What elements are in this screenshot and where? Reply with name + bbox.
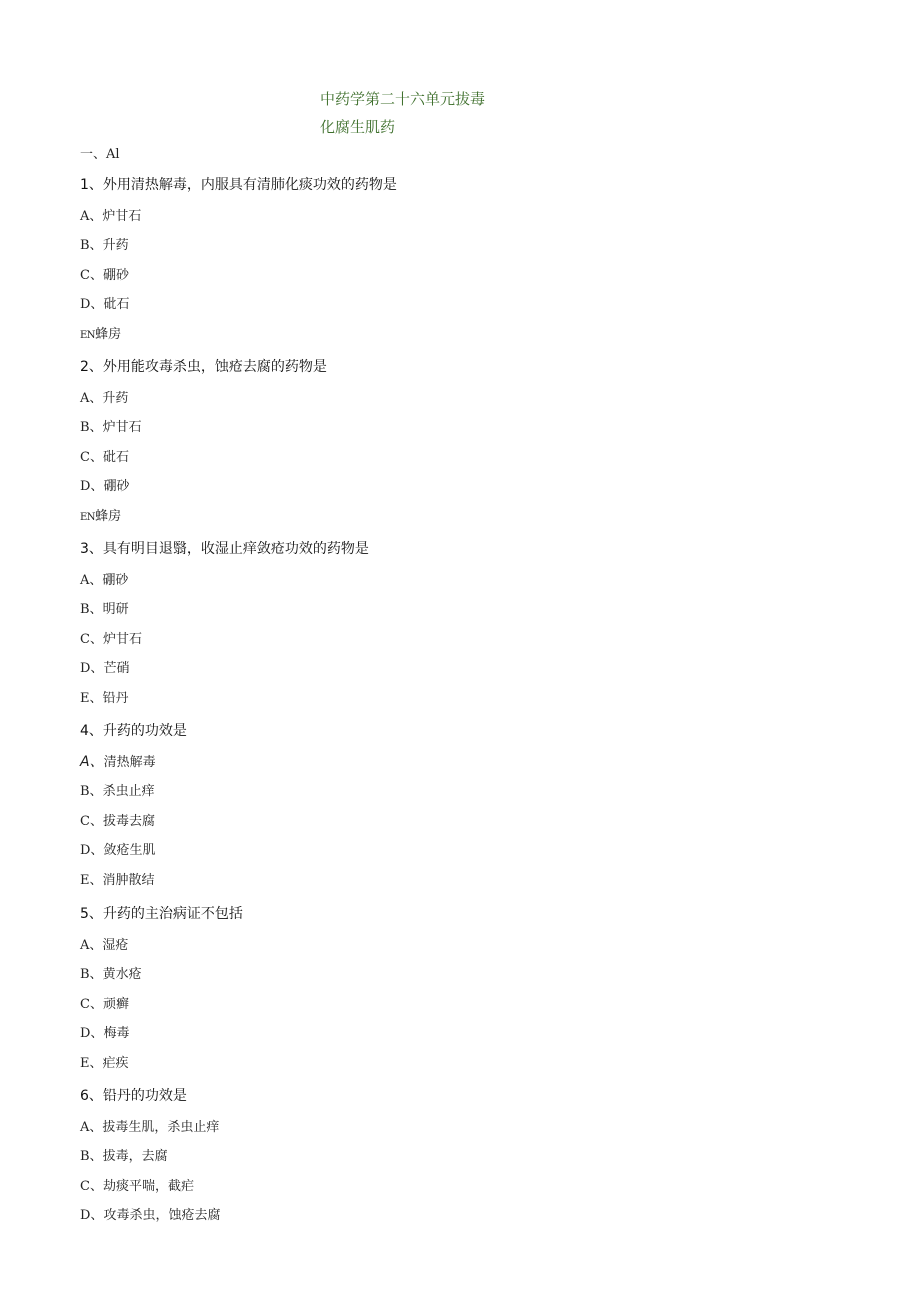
answer-option	[80, 777, 840, 806]
answer-option	[80, 1113, 840, 1142]
option-text: 炉甘石	[102, 631, 142, 647]
option-text: 升药	[102, 238, 129, 254]
option-text: 炉甘石	[102, 420, 142, 436]
option-letter: B、	[80, 1149, 103, 1165]
answer-option	[80, 1172, 840, 1201]
option-letter: A、	[80, 391, 103, 406]
question-block	[80, 356, 840, 531]
option-text: 敛疮生肌	[103, 843, 156, 859]
answer-option	[80, 836, 840, 865]
option-text: 芒硝	[103, 661, 130, 677]
option-text: 杀虫止痒	[102, 784, 155, 800]
option-letter: C、	[80, 449, 103, 465]
answer-option	[80, 748, 840, 777]
answer-option	[80, 472, 840, 501]
question-block	[80, 174, 840, 349]
answer-option	[80, 595, 840, 624]
option-text: 蜂房	[95, 508, 122, 524]
question-block	[80, 1085, 840, 1231]
option-letter: B、	[80, 602, 103, 618]
option-text: 蜂房	[95, 326, 122, 342]
option-text: 劫痰平喘，截疟	[102, 1178, 194, 1194]
question-text: 1、外用清热解毒，内服具有清肺化痰功效的药物是	[80, 177, 397, 193]
option-text: 铅丹	[102, 690, 129, 706]
option-letter: E、	[80, 1055, 103, 1071]
question-block	[80, 720, 840, 895]
option-letter: A、	[80, 573, 103, 588]
answer-option	[80, 1019, 840, 1048]
option-text: 顽癣	[102, 996, 129, 1012]
question-block	[80, 538, 840, 713]
option-letter: C、	[80, 996, 103, 1012]
option-letter: D、	[80, 661, 104, 677]
option-text: 梅毒	[103, 1026, 130, 1042]
option-text: 消肿散结	[102, 872, 155, 888]
option-letter: A、	[80, 209, 103, 224]
option-text: 硼砂	[102, 267, 129, 283]
answer-option	[80, 443, 840, 472]
answer-option	[80, 384, 840, 413]
section-heading: 一、Al	[80, 147, 120, 162]
option-text: 炉甘石	[102, 209, 142, 224]
option-letter: C、	[80, 813, 103, 829]
answer-option	[80, 684, 840, 713]
option-letter: E、	[80, 872, 103, 888]
option-letter: D、	[80, 1026, 104, 1042]
option-text: 硼砂	[103, 479, 130, 495]
option-text: 升药	[102, 391, 129, 406]
option-text: 拔毒去腐	[102, 813, 155, 829]
question-block	[80, 903, 840, 1078]
question-text: 3、具有明目退翳，收湿止痒敛疮功效的药物是	[80, 541, 369, 557]
option-letter: A、	[80, 938, 103, 953]
page-subtitle: 化腐生肌药	[320, 118, 396, 136]
question-text: 4、升药的功效是	[80, 723, 187, 739]
option-letter: C、	[80, 1178, 103, 1194]
answer-option	[80, 654, 840, 683]
answer-option	[80, 1142, 840, 1171]
page-title: 中药学第二十六单元拔毒	[320, 90, 486, 108]
answer-option	[80, 290, 840, 319]
question-text: 5、升药的主治病证不包括	[80, 906, 243, 922]
option-text: 砒石	[103, 297, 130, 313]
answer-option	[80, 261, 840, 290]
option-letter: C、	[80, 631, 103, 647]
answer-option	[80, 1049, 840, 1078]
answer-option	[80, 202, 840, 231]
option-text: 疟疾	[102, 1055, 129, 1071]
answer-option	[80, 960, 840, 989]
option-text: 清热解毒	[103, 755, 156, 770]
option-letter: D、	[80, 1208, 104, 1224]
option-letter: A、	[80, 754, 104, 770]
option-letter: C、	[80, 267, 103, 283]
option-text: 黄水疮	[102, 967, 142, 983]
option-letter: EN	[80, 511, 96, 523]
answer-option	[80, 320, 840, 349]
option-letter: B、	[80, 238, 103, 254]
option-letter: B、	[80, 784, 103, 800]
option-letter: B、	[80, 420, 103, 436]
option-text: 拔毒生肌，杀虫止痒	[102, 1120, 220, 1135]
option-letter: D、	[80, 297, 104, 313]
answer-option	[80, 625, 840, 654]
option-letter: E、	[80, 690, 103, 706]
question-text: 2、外用能攻毒杀虫，蚀疮去腐的药物是	[80, 359, 327, 375]
option-text: 硼砂	[102, 573, 129, 588]
answer-option	[80, 866, 840, 895]
answer-option	[80, 413, 840, 442]
option-text: 拔毒，去腐	[102, 1149, 168, 1165]
answer-option	[80, 231, 840, 260]
option-letter: B、	[80, 967, 103, 983]
option-letter: D、	[80, 843, 104, 859]
option-letter: D、	[80, 479, 104, 495]
option-text: 砒石	[102, 449, 129, 465]
question-text: 6、铅丹的功效是	[80, 1088, 187, 1104]
answer-option	[80, 807, 840, 836]
answer-option	[80, 931, 840, 960]
answer-option	[80, 502, 840, 531]
option-text: 湿疮	[102, 938, 129, 953]
answer-option	[80, 566, 840, 595]
option-text: 攻毒杀虫，蚀疮去腐	[103, 1208, 221, 1224]
option-letter: EN	[80, 329, 96, 341]
option-text: 明研	[102, 602, 129, 618]
option-letter: A、	[80, 1120, 103, 1135]
answer-option	[80, 990, 840, 1019]
answer-option	[80, 1201, 840, 1230]
